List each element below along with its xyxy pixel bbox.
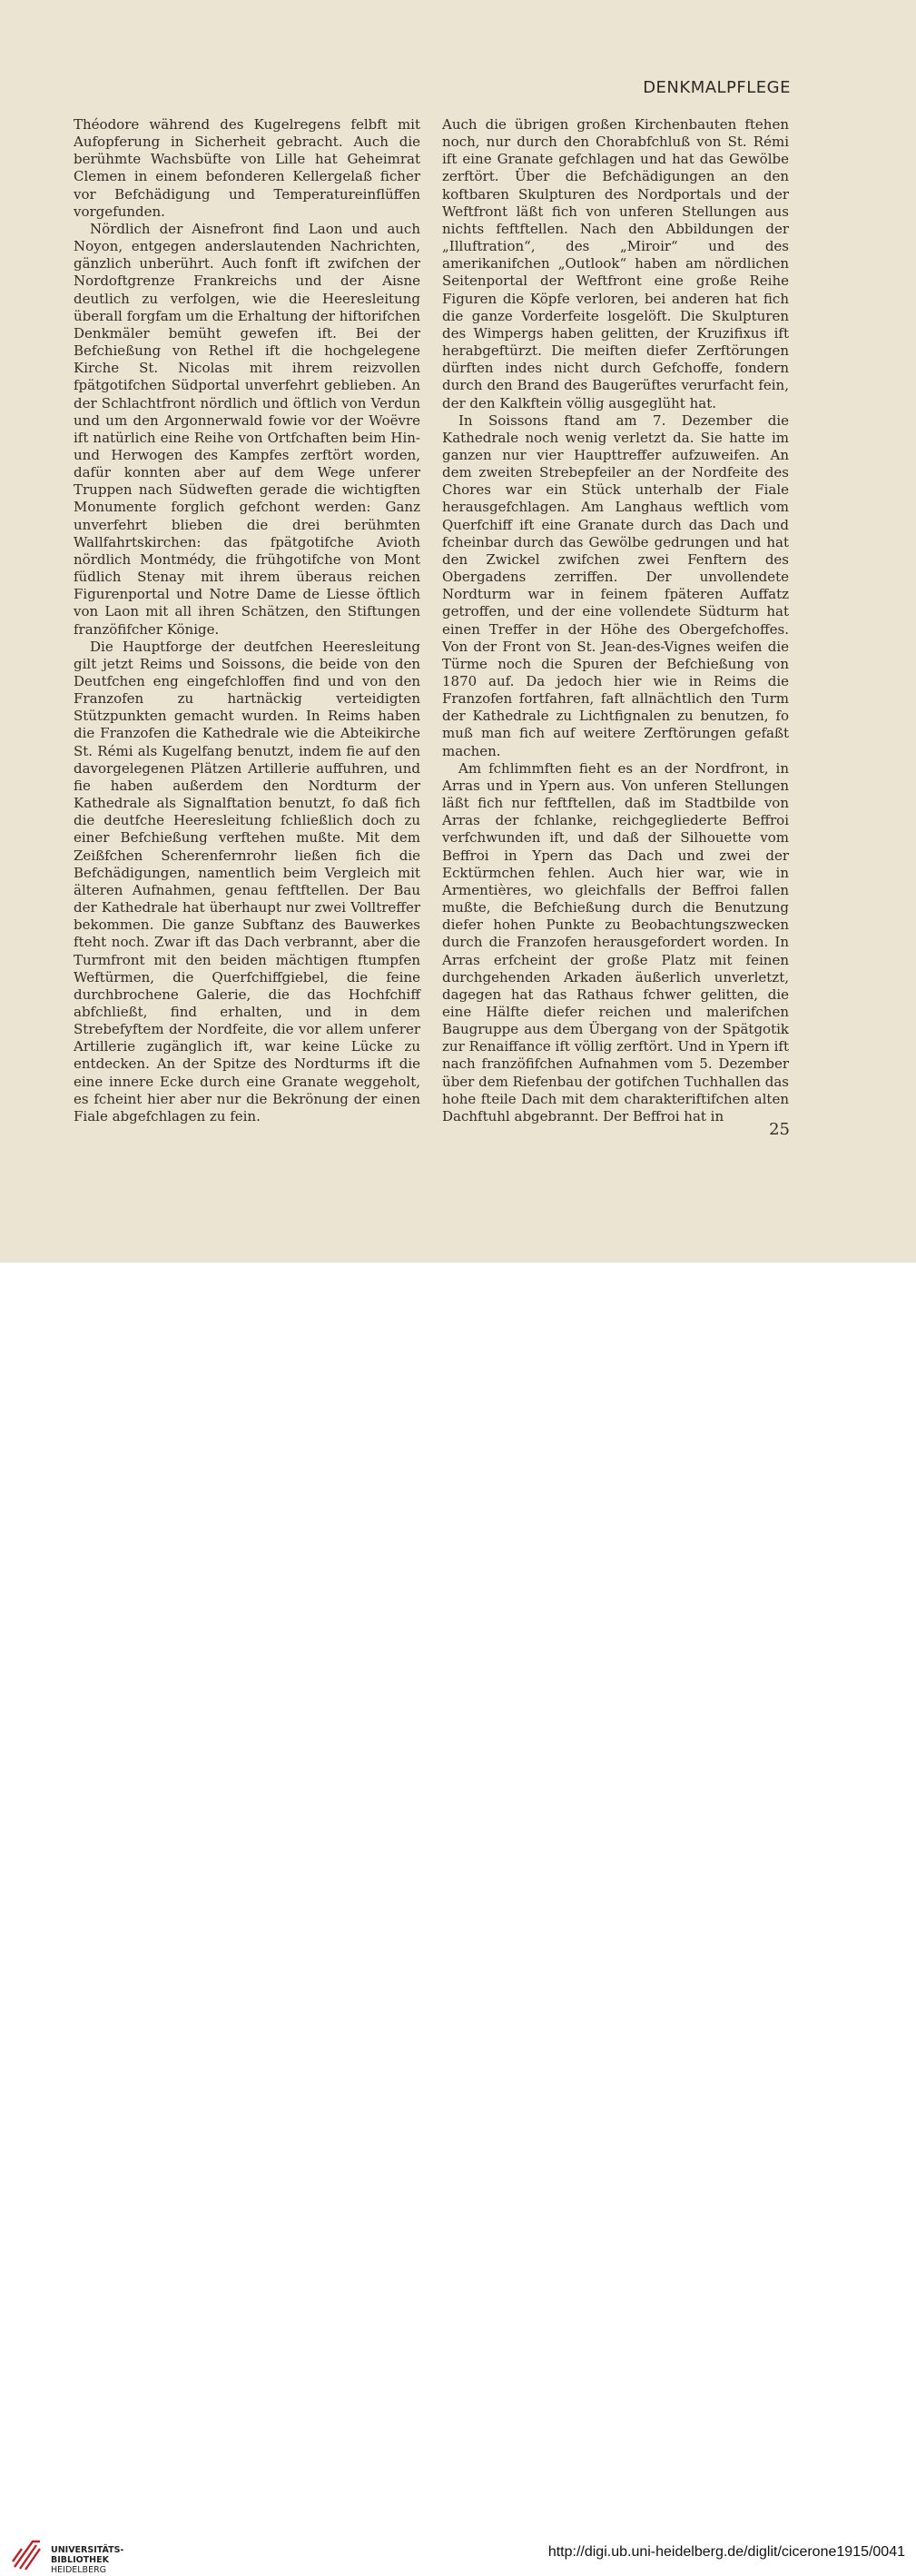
paragraph: Am fchlimmften fieht es an der Nordfront, in Arras und in Ypern aus. Von unferen Stellungen läßt fich nur feftftellen, daß im Stadtbilde von Arras der fchlanke, reichgegliederte Beffroi verfchwunden ift, und daß der Silhouette vom Beffroi in Ypern das Dach und zwei der Ecktürmchen fehlen. Auch hier war, wie in Armentières, wo gleichfalls der Beffroi fallen mußte, die Befchießung durch die Benutzung diefer hohen Punkte zu Beobachtungszwecken durch die Franzofen herausgefordert worden. In Arras erfcheint der große Platz mit feinen durchgehenden Arkaden äußerlich unverletzt, dagegen hat das Rathaus fchwer gelitten, die eine Hälfte diefer reichen und malerifchen Baugruppe aus dem Übergang von der Spätgotik zur Renaiffance ift völlig zerftört. Und in Ypern ift nach franzöfifchen Aufnahmen vom 5. Dezember über dem Riefenbau der gotifchen Tuchhallen das hohe fteile Dach mit dem charakteriftifchen alten Dachftuhl abgebrannt. Der Beffroi hat in <box>442 759 789 1125</box>
running-header: DENKMALPFLEGE <box>643 78 791 97</box>
library-name-line: UNIVERSITÄTS- <box>51 2545 124 2555</box>
viewer-footer <box>0 1263 916 2575</box>
library-name-line: HEIDELBERG <box>51 2565 107 2575</box>
left-text-column <box>74 116 420 1125</box>
library-name <box>51 2545 123 2575</box>
paragraph: Nördlich der Aisnefront find Laon und auch Noyon, entgegen anderslautenden Nachrichten, gänzlich unberührt. Auch fonft ift zwifchen der Nordoftgrenze Frankreichs und der Aisne deutlich zu verfolgen, wie die Heeresleitung überall forgfam um die Erhaltung der hiftorifchen Denkmäler bemüht gewefen ift. Bei der Befchießung von Rethel ift die hochgelegene Kirche St. Nicolas mit ihrem reizvollen fpätgotifchen Südportal unverfehrt geblieben. An der Schlachtfront nördlich und öftlich von Verdun und um den Argonnerwald fowie vor der Woëvre ift natürlich eine Reihe von Ortfchaften beim Hin- und Herwogen des Kampfes zerftört worden, dafür konnten aber auf dem Wege unferer Truppen nach Südweften gerade die wichtigften Monumente forglich gefchont werden: Ganz unverfehrt blieben die drei berühmten Wallfahrtskirchen: das fpätgotifche Avioth nördlich Montmédy, die frühgotifche von Mont füdlich Stenay mit ihrem überaus reichen Figurenportal und Notre Dame de Liesse öftlich von Laon mit all ihren Schätzen, den Stiftungen franzöfifcher Könige. <box>74 220 420 638</box>
library-name-line: BIBLIOTHEK <box>51 2555 109 2565</box>
library-logo-icon <box>9 2536 45 2576</box>
paragraph: Auch die übrigen großen Kirchenbauten ftehen noch, nur durch den Chorabfchluß von St. Rémi ift eine Granate gefchlagen und hat das Gewölbe zerftört. Über die Befchädigungen an den koftbaren Skulpturen des Nordportals und der Weftfront läßt fich von unferen Stellungen aus nichts feftftellen. Nach den Abbildungen der „Illuftration“, des „Miroir“ und des amerikanifchen „Outlook“ haben am nördlichen Seitenportal der Weftfront eine große Reihe Figuren die Köpfe verloren, bei anderen hat fich die ganze Vorderfeite losgelöft. Die Skulpturen des Wimpergs haben gelitten, der Kruzifixus ift herabgeftürzt. Die meiften diefer Zerftörungen dürften indes nicht durch Gefchoffe, fondern durch den Brand des Baugerüftes verurfacht fein, der den Kalkftein völlig ausgeglüht hat. <box>442 116 789 411</box>
paragraph: Die Hauptforge der deutfchen Heeresleitung gilt jetzt Reims und Soissons, die beide von den Deutfchen eng eingefchloffen find und von den Franzofen zu hartnäckig verteidigten Stützpunkten gemacht wurden. In Reims haben die Franzofen die Kathedrale wie die Abteikirche St. Rémi als Kugelfang benutzt, indem fie auf den davorgelegenen Plätzen Artillerie auffuhren, und fie haben außerdem den Nordturm der Kathedrale als Signalftation benutzt, fo daß fich die deutfche Heeresleitung fchließlich doch zu einer Befchießung verftehen mußte. Mit dem Zeißfchen Scherenfernrohr ließen fich die Befchädigungen, namentlich beim Vergleich mit älteren Aufnahmen, genau feftftellen. Der Bau der Kathedrale hat überhaupt nur zwei Volltreffer bekommen. Die ganze Subftanz des Bauwerkes fteht noch. Zwar ift das Dach verbrannt, aber die Turmfront mit den beiden mächtigen ftumpfen Weftürmen, die Querfchiffgiebel, die feine durchbrochene Galerie, die das Hochfchiff abfchließt, find erhalten, und in dem Strebefyftem der Nordfeite, die vor allem unferer Artillerie zugänglich ift, war keine Lücke zu entdecken. An der Spitze des Nordturms ift die eine innere Ecke durch eine Granate weggeholt, es fcheint hier aber nur die Bekrönung der einen Fiale abgefchlagen zu fein. <box>74 638 420 1125</box>
scanned-page <box>0 0 916 1263</box>
page-number: 25 <box>769 1120 790 1139</box>
right-text-column <box>442 116 789 1125</box>
permalink-url[interactable]: http://digi.ub.uni-heidelberg.de/diglit/cicerone1915/0041 <box>547 2544 905 2560</box>
paragraph: Théodore während des Kugelregens felbft mit Aufopferung in Sicherheit gebracht. Auch die berühmte Wachsbüfte von Lille hat Geheimrat Clemen in einem befonderen Kellergelaß ficher vor Befchädigung und Temperatureinflüffen vorgefunden. <box>74 116 420 220</box>
paragraph: In Soissons ftand am 7. Dezember die Kathedrale noch wenig verletzt da. Sie hatte im ganzen nur vier Haupttreffer aufzuweifen. An dem zweiten Strebepfeiler an der Nordfeite des Chores war ein Stück unterhalb der Fiale herausgefchlagen. Am Langhaus weftlich vom Querfchiff ift eine Granate durch das Dach und fcheinbar durch das Gewölbe gedrungen und hat den Zwickel zwifchen zwei Fenftern des Obergadens zerriffen. Der unvollendete Nordturm war in feinem fpäteren Auffatz getroffen, und der eine vollendete Südturm hat einen Treffer in der Höhe des Obergefchoffes. Von der Front von St. Jean-des-Vignes weifen die Türme noch die Spuren der Befchießung von 1870 auf. Da jedoch hier wie in Reims die Franzofen fortfahren, faft allnächtlich den Turm der Kathedrale zu Lichtfignalen zu benutzen, fo muß man fich auf weitere Zerftörungen gefaßt machen. <box>442 411 789 759</box>
